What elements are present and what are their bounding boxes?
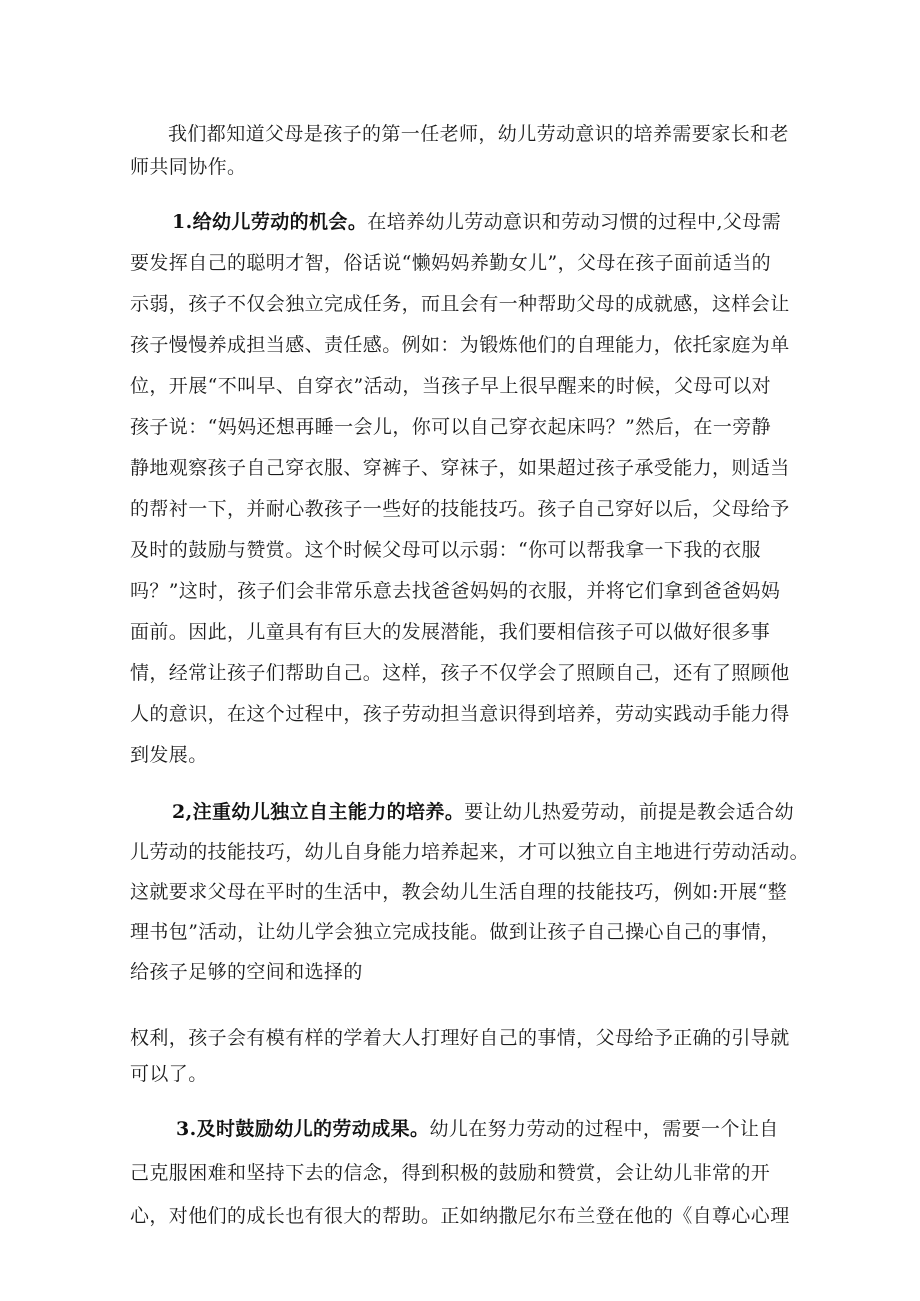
section3-first-line	[176, 1117, 779, 1141]
section3-heading: 3.及时鼓励幼儿的劳动成果。	[176, 1118, 430, 1140]
section1-line: 孩子慢慢养成担当感、责任感。例如：为锻炼他们的自理能力，依托家庭为单	[130, 334, 790, 356]
section1-line: 位，开展“不叫早、自穿衣”活动，当孩子早上很早醒来的时候，父母可以对	[130, 375, 772, 397]
section1-line: 情，经常让孩子们帮助自己。这样，孩子不仅学会了照顾自己，还有了照顾他	[130, 662, 790, 684]
section2-line: 给孩子足够的空间和选择的	[130, 961, 363, 983]
section1-heading: 1.给幼儿劳动的机会。	[172, 211, 368, 233]
section2-line-1-rest: 要让幼儿热爱劳动，前提是教会适合幼	[464, 801, 795, 823]
section1-line-1-rest: 在培养幼儿劳动意识和劳动习惯的过程中,父母需	[367, 211, 782, 233]
section2-heading: 2,注重幼儿独立自主能力的培养。	[172, 801, 465, 823]
section2-continuation-line: 可以了。	[130, 1063, 208, 1085]
section1-line: 示弱，孩子不仅会独立完成任务，而且会有一种帮助父母的成就感，这样会让	[130, 293, 790, 315]
section3-line: 心，对他们的成长也有很大的帮助。正如纳撒尼尔布兰登在他的《自尊心心理	[130, 1205, 790, 1227]
section1-line: 的帮衬一下，并耐心教孩子一些好的技能技巧。孩子自己穿好以后，父母给予	[130, 498, 790, 520]
intro-line-1: 我们都知道父母是孩子的第一任老师，幼儿劳动意识的培养需要家长和老	[168, 123, 789, 145]
section2-continuation-line: 权利，孩子会有模有样的学着大人打理好自己的事情，父母给予正确的引导就	[130, 1027, 790, 1049]
section1-line: 及时的鼓励与赞赏。这个时候父母可以示弱：“你可以帮我拿一下我的衣服	[130, 539, 761, 561]
section1-line: 要发挥自己的聪明才智，俗话说“懒妈妈养勤女儿”，父母在孩子面前适当的	[130, 252, 772, 274]
section2-line: 这就要求父母在平时的生活中，教会幼儿生活自理的技能技巧，例如:开展“整	[130, 881, 788, 903]
section1-line: 静地观察孩子自己穿衣服、穿裤子、穿袜子，如果超过孩子承受能力，则适当	[130, 457, 790, 479]
section1-line: 到发展。	[130, 744, 208, 766]
section1-line: 吗？”这时，孩子们会非常乐意去找爸爸妈妈的衣服，并将它们拿到爸爸妈妈	[130, 580, 781, 602]
section1-line: 人的意识，在这个过程中，孩子劳动担当意识得到培养，劳动实践动手能力得	[130, 703, 790, 725]
section2-first-line	[172, 800, 794, 824]
section1-first-line	[172, 210, 781, 234]
section2-line: 理书包”活动，让幼儿学会独立完成技能。做到让孩子自己操心自己的事情，	[130, 921, 781, 943]
section3-line: 己克服困难和坚持下去的信念，得到积极的鼓励和赞赏，会让幼儿非常的开	[130, 1162, 771, 1184]
intro-line-2: 师共同协作。	[130, 156, 247, 178]
section1-line: 孩子说：“妈妈还想再睡一会儿，你可以自己穿衣起床吗？”然后，在一旁静	[130, 416, 772, 438]
section1-line: 面前。因此，儿童具有有巨大的发展潜能，我们要相信孩子可以做好很多事	[130, 621, 771, 643]
section3-line-1-rest: 幼儿在努力劳动的过程中，需要一个让自	[429, 1118, 779, 1140]
section2-line: 儿劳动的技能技巧，幼儿自身能力培养起来，才可以独立自主地进行劳动活动。	[130, 841, 810, 863]
